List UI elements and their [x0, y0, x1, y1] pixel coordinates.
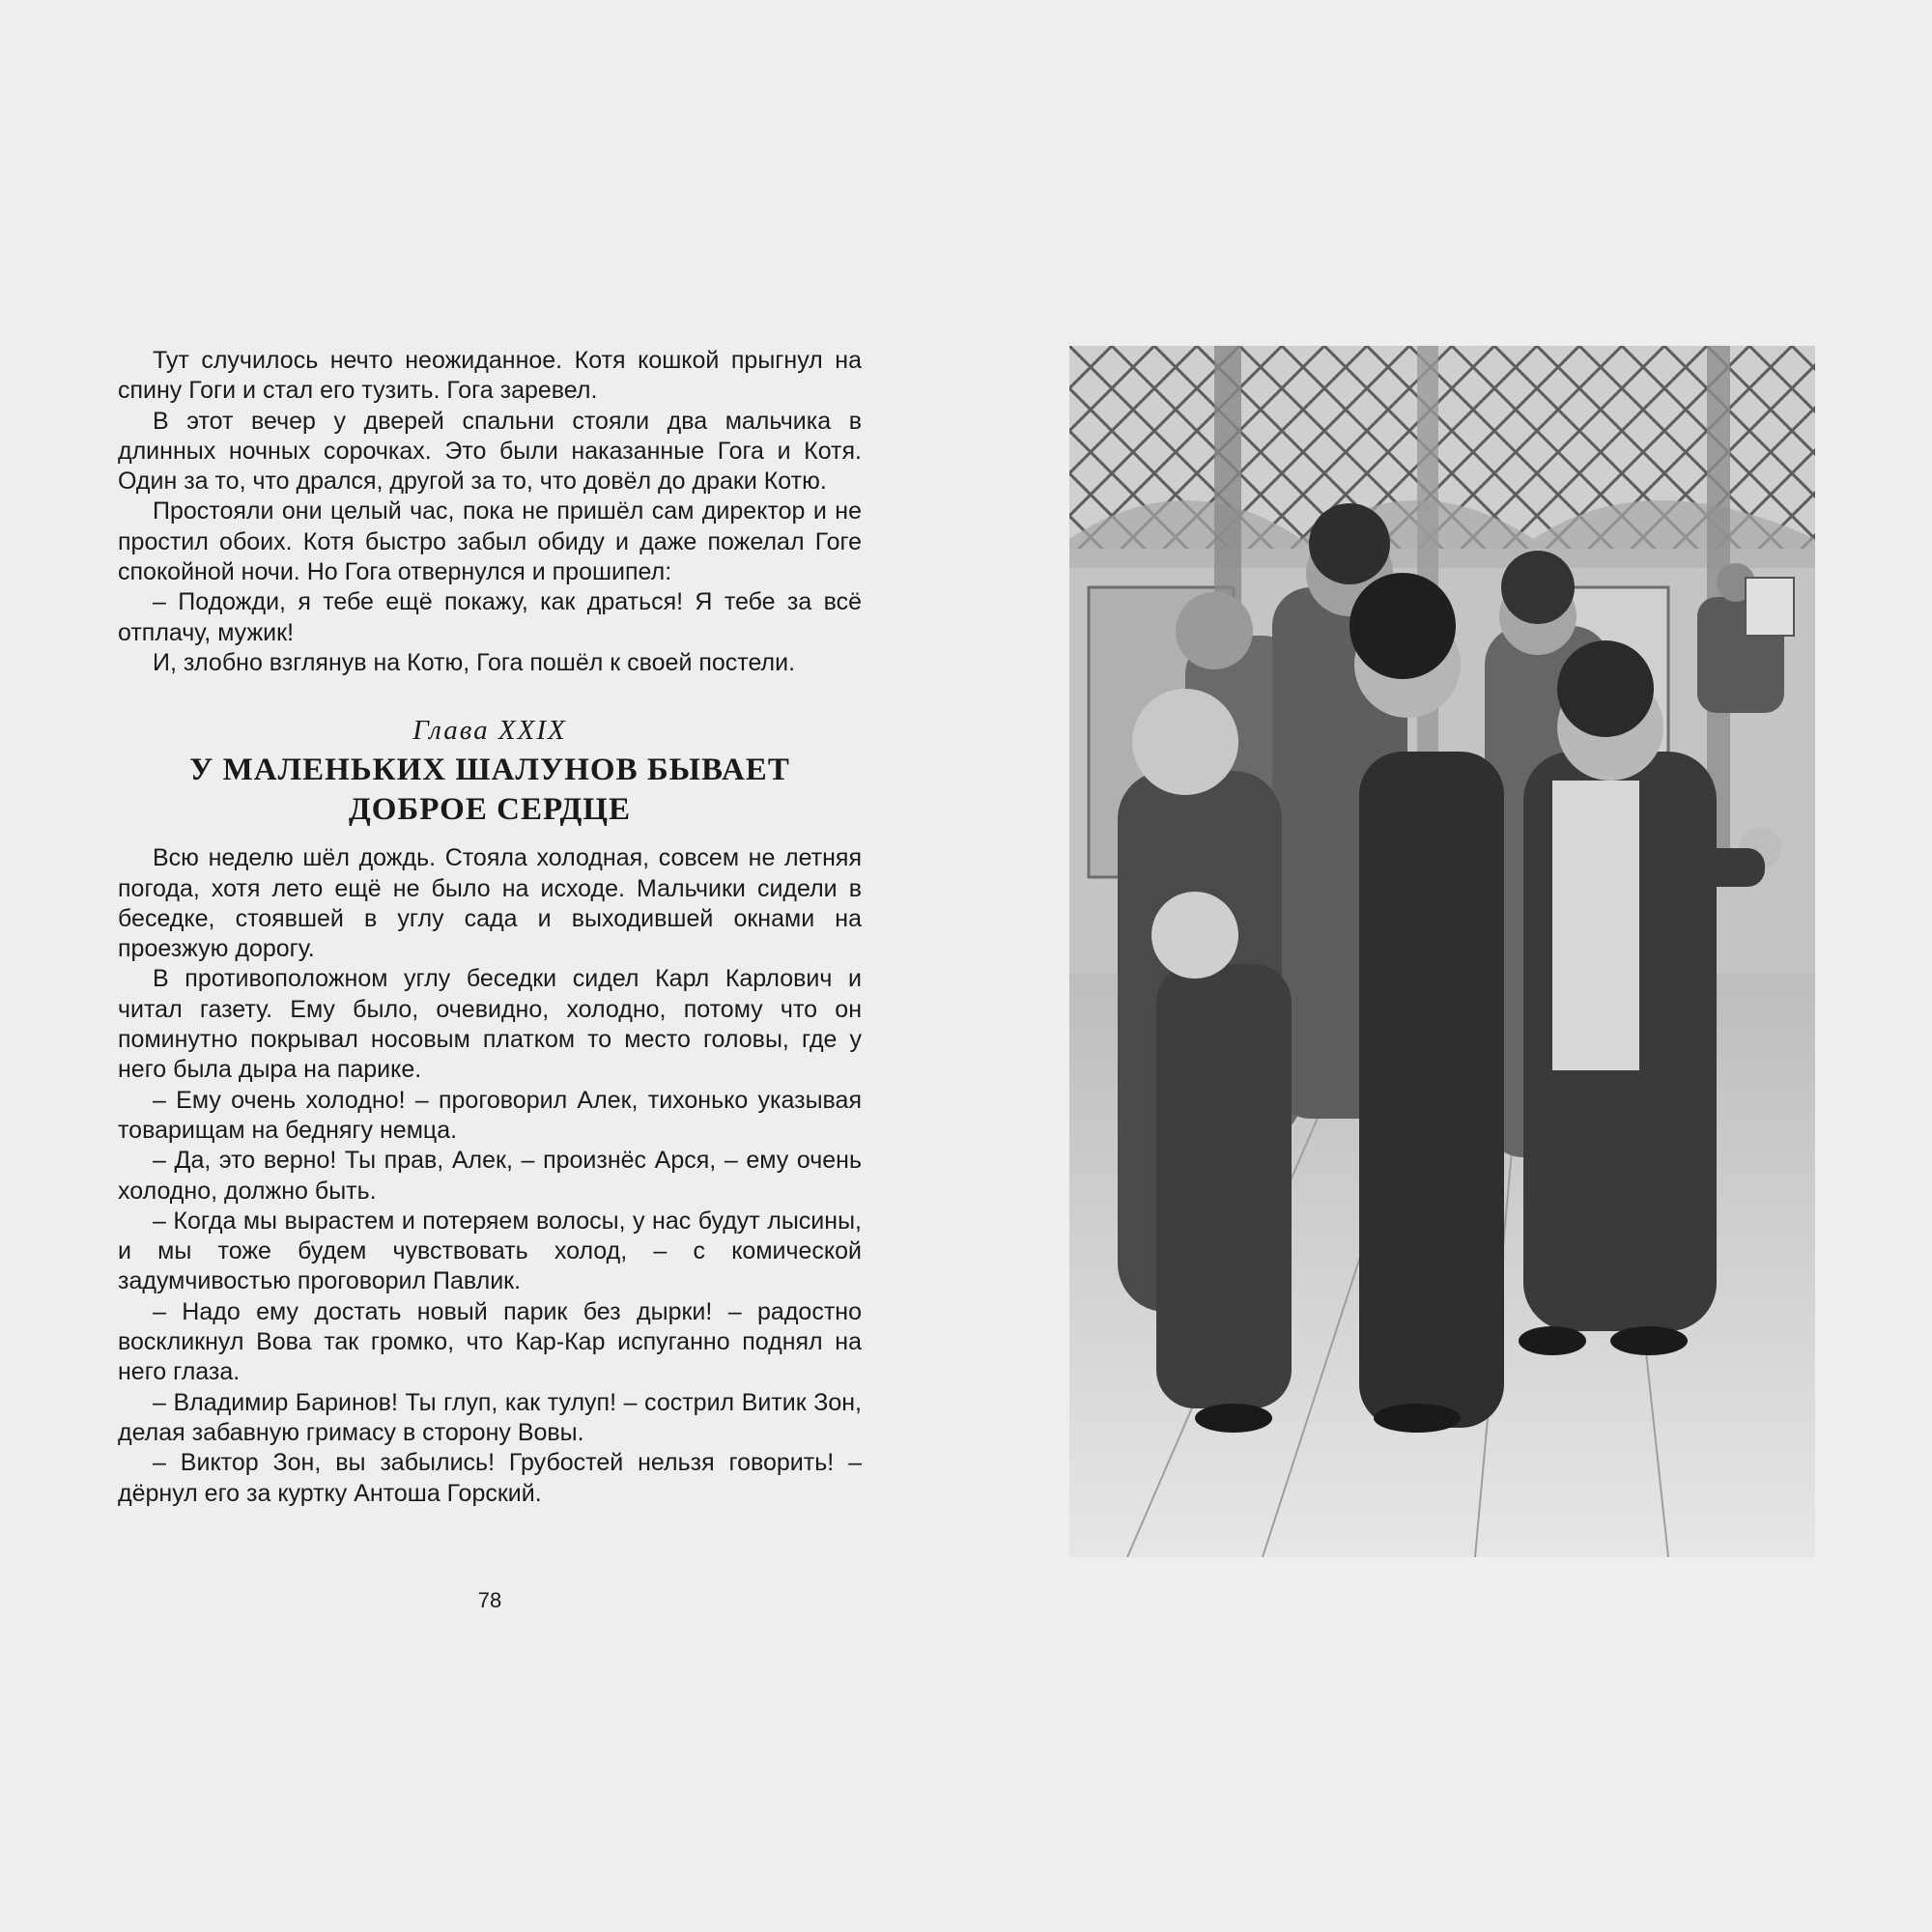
- paragraph: – Ему очень холодно! – проговорил Алек, тихонько указывая товарищам на беднягу немца.: [118, 1086, 862, 1144]
- paragraph: – Надо ему достать новый парик без дырки! – радостно воскликнул Вова так громко, что Кар-Кар испуганно поднял на него глаза.: [118, 1297, 862, 1386]
- paragraph: – Владимир Баринов! Ты глуп, как тулуп! – сострил Витик Зон, делая забавную гримасу в сторону Вовы.: [118, 1388, 862, 1446]
- page-number: 78: [477, 1588, 502, 1612]
- paragraph: – Да, это верно! Ты прав, Алек, – произнёс Арся, – ему очень холодно, должно быть.: [118, 1147, 862, 1205]
- paragraph: Простояли они целый час, пока не пришёл сам директор и не простил обоих. Котя быстро забыл обиду и даже пожелал Гоге спокойной ночи. Но Гога отвернулся и прошипел:: [118, 497, 862, 586]
- paragraph: Тут случилось нечто неожиданное. Котя кошкой прыгнул на спину Гоги и стал его тузить. Гога заревел.: [118, 347, 862, 405]
- chapter-title-line-1: У МАЛЕНЬКИХ ШАЛУНОВ БЫВАЕТ: [189, 753, 790, 788]
- chapter-title-line-2: ДОБРОЕ СЕРДЦЕ: [349, 792, 631, 828]
- left-page-text: [118, 346, 862, 1509]
- paragraph: – Когда мы вырастем и потеряем волосы, у нас будут лысины, и мы тоже будем чувствовать холод, – с комической задумчивостью проговорил Павлик.: [118, 1207, 862, 1295]
- paragraph: В этот вечер у дверей спальни стояли два мальчика в длинных ночных сорочках. Это были наказанные Гога и Котя. Один за то, что дрался, другой за то, что довёл до драки Котю.: [118, 407, 862, 496]
- paragraph: Всю неделю шёл дождь. Стояла холодная, совсем не летняя погода, хотя лето ещё не было на исходе. Мальчики сидели в беседке, стоявшей в углу сада и выходившей окнами на проезжую дорогу.: [118, 844, 862, 963]
- illustration-boys-in-gazebo: [1069, 346, 1815, 1557]
- paragraph: – Виктор Зон, вы забылись! Грубостей нельзя говорить! – дёрнул его за куртку Антоша Горский.: [118, 1449, 862, 1507]
- illustration-drawing: [1069, 346, 1815, 1557]
- paragraph: – Подожди, я тебе ещё покажу, как драться! Я тебе за всё отплачу, мужик!: [118, 588, 862, 646]
- chapter-label: Глава XXIX: [412, 715, 567, 747]
- paragraph: И, злобно взглянув на Котю, Гога пошёл к своей постели.: [153, 648, 796, 676]
- paragraph: В противоположном углу беседки сидел Карл Карлович и читал газету. Ему было, очевидно, холодно, потому что он поминутно покрывал носовым платком то место головы, где у него была дыра на парике.: [118, 965, 862, 1084]
- chapter-heading: [118, 715, 862, 830]
